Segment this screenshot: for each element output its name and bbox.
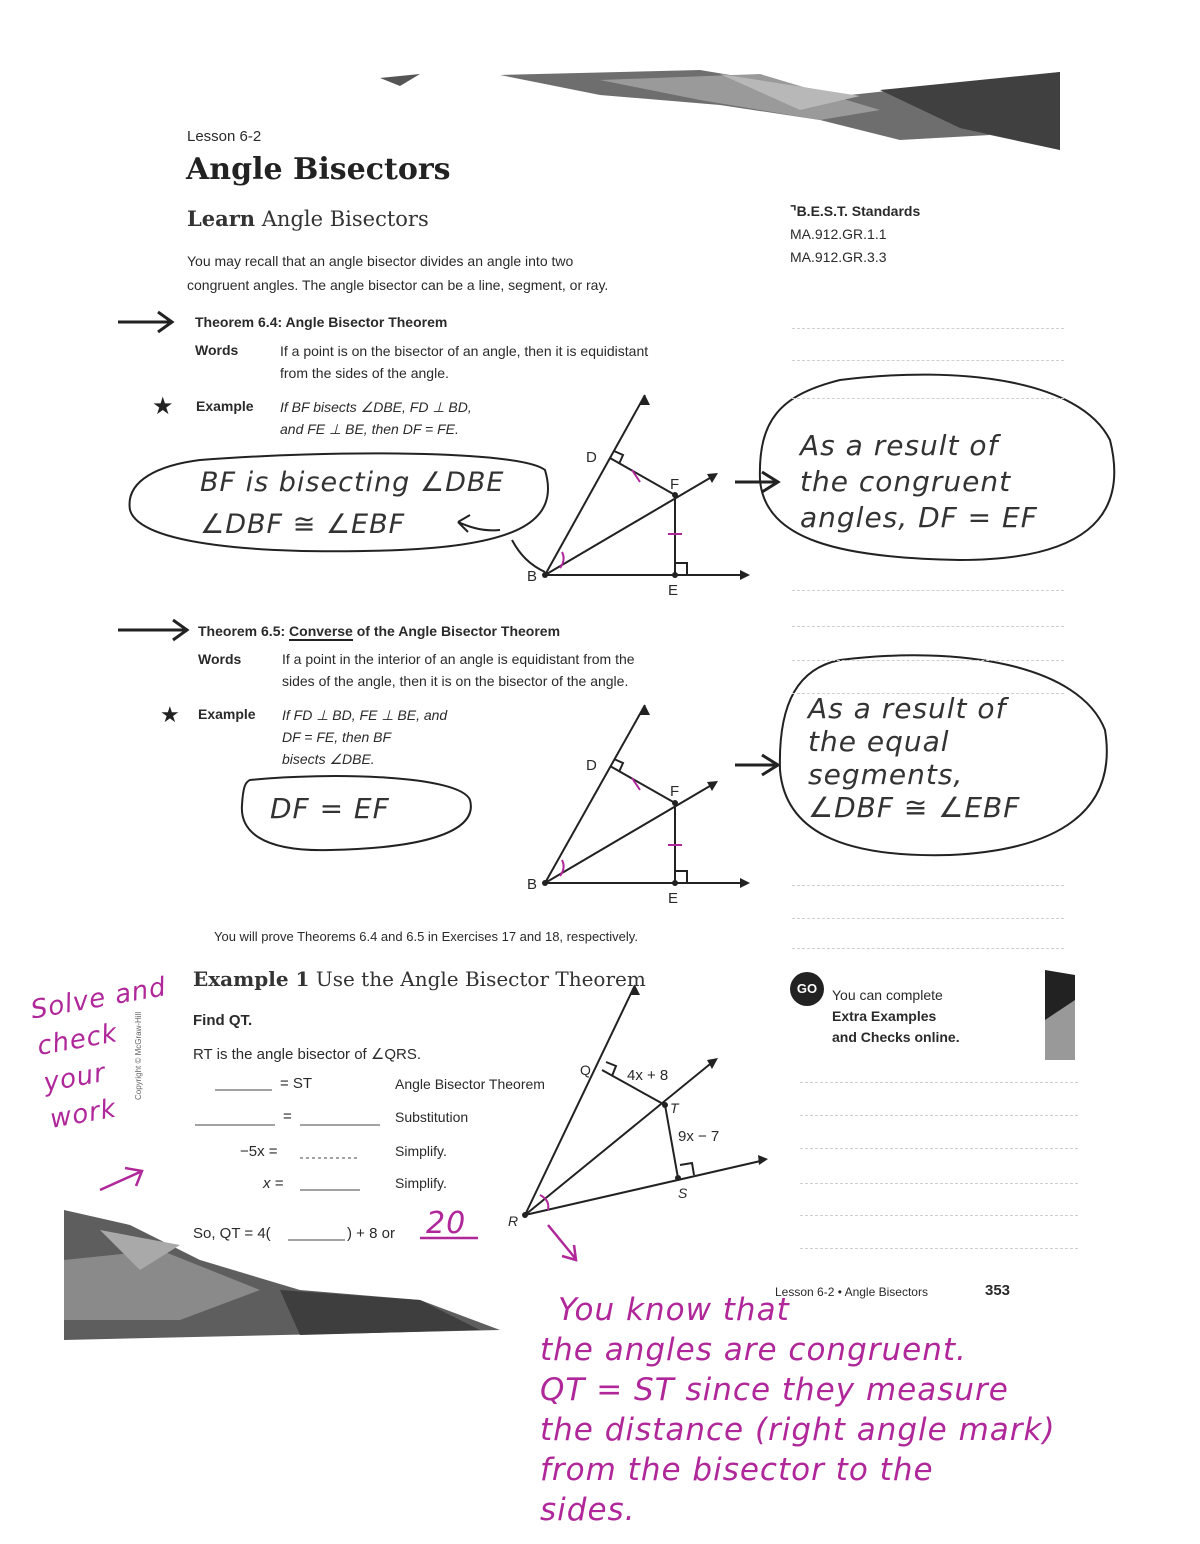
learn-label: Learn bbox=[187, 206, 256, 231]
bottom-note bbox=[540, 1290, 1056, 1530]
example1-points bbox=[522, 985, 768, 1218]
segment-label-qt: 4x + 8 bbox=[627, 1067, 669, 1084]
step-reason: Simplify. bbox=[395, 1175, 447, 1191]
lesson-label: Lesson 6-2 bbox=[187, 128, 262, 145]
flag-icon: ⌝ bbox=[790, 203, 797, 219]
margin-note-line: work bbox=[47, 1093, 119, 1135]
theorem64-heading: Theorem 6.4: Angle Bisector Theorem bbox=[195, 314, 448, 330]
theorem65-note-left: DF = EF bbox=[270, 792, 390, 825]
standards-heading bbox=[790, 200, 920, 223]
online-note-line: and Checks online. bbox=[832, 1029, 960, 1045]
step-reason: Angle Bisector Theorem bbox=[395, 1076, 545, 1092]
prove-note: You will prove Theorems 6.4 and 6.5 in Exercises 17 and 18, respectively. bbox=[214, 929, 638, 944]
point-label-F: F bbox=[670, 476, 680, 493]
theorem64-example bbox=[280, 396, 472, 440]
margin-note-line: check bbox=[34, 1018, 121, 1062]
handwritten-note: As a result of bbox=[808, 692, 1007, 725]
theorem64-diagram bbox=[545, 395, 748, 575]
theorem64-note-right bbox=[800, 428, 1038, 536]
footer-page-number: 353 bbox=[985, 1282, 1011, 1299]
theorem65-words bbox=[282, 648, 635, 692]
theorem64-note-left bbox=[200, 462, 504, 546]
side-triangle-art bbox=[1045, 970, 1075, 1060]
point-label-S: S bbox=[678, 1185, 688, 1201]
online-note-line: Extra Examples bbox=[832, 1008, 937, 1024]
theorem65-points bbox=[542, 705, 750, 888]
learn-topic: Angle Bisectors bbox=[261, 207, 429, 231]
standard-item: MA.912.GR.1.1 bbox=[790, 226, 887, 242]
go-badge-icon: GO bbox=[790, 972, 824, 1006]
online-note bbox=[832, 985, 960, 1048]
standard-item: MA.912.GR.3.3 bbox=[790, 249, 887, 265]
theorem65-heading-underlined: Converse bbox=[289, 623, 353, 639]
point-label-D: D bbox=[586, 449, 597, 466]
theorem65-heading bbox=[198, 623, 560, 639]
point-label-F: F bbox=[670, 783, 680, 800]
theorem65-words-label: Words bbox=[198, 651, 242, 667]
handwritten-note: angles, DF = EF bbox=[800, 501, 1038, 534]
star-icon: ★ bbox=[152, 393, 174, 420]
intro-text bbox=[187, 249, 608, 297]
example1-so-prefix: So, QT = 4( bbox=[193, 1225, 271, 1242]
theorem65-note-right bbox=[808, 692, 1020, 824]
example1-so-suffix: ) + 8 or bbox=[347, 1225, 395, 1242]
star-icon: ★ bbox=[160, 702, 180, 727]
standards-box bbox=[790, 200, 920, 269]
handwritten-note: ∠DBF ≅ ∠EBF bbox=[808, 791, 1021, 824]
handwritten-note: ∠DBF ≅ ∠EBF bbox=[200, 509, 406, 540]
footer-lesson: Lesson 6-2 • Angle Bisectors bbox=[775, 1285, 928, 1299]
example1-topic: Use the Angle Bisector Theorem bbox=[315, 967, 646, 991]
point-label-T: T bbox=[670, 1100, 679, 1116]
theorem-text: sides of the angle, then it is on the bisector of the angle. bbox=[282, 673, 629, 689]
point-label-Q: Q bbox=[580, 1062, 591, 1078]
handwritten-note: BF is bisecting ∠DBE bbox=[200, 467, 505, 498]
theorem64-example-label: Example bbox=[196, 398, 254, 414]
page-title: Angle Bisectors bbox=[186, 152, 451, 187]
theorem-text: If a point is on the bisector of an angle, then it is equidistant bbox=[280, 343, 649, 359]
theorem65-heading-suffix: of the Angle Bisector Theorem bbox=[356, 623, 561, 639]
theorem65-diagram bbox=[545, 705, 748, 883]
step-lhs: = ST bbox=[280, 1075, 313, 1092]
bottom-note-line: sides. bbox=[540, 1492, 636, 1528]
theorem65-example bbox=[282, 704, 447, 770]
example-text: bisects ∠DBE. bbox=[282, 751, 375, 767]
arrow-icon bbox=[118, 312, 187, 640]
example-text: and FE ⊥ BE, then DF = FE. bbox=[280, 421, 459, 437]
step-lhs: −5x = bbox=[240, 1143, 278, 1160]
example1-label: Example 1 bbox=[193, 967, 310, 991]
theorem65-example-label: Example bbox=[198, 706, 256, 722]
point-label-R: R bbox=[508, 1213, 519, 1229]
example1-answer: 20 bbox=[426, 1206, 467, 1241]
step-reason: Simplify. bbox=[395, 1143, 447, 1159]
margin-note-line: your bbox=[41, 1057, 109, 1099]
bottom-note-line: from the bisector to the bbox=[540, 1452, 934, 1488]
example1-find: Find QT. bbox=[193, 1012, 253, 1029]
bottom-note-line: the angles are congruent. bbox=[540, 1332, 967, 1368]
handwritten-note: segments, bbox=[808, 758, 964, 791]
bottom-note-line: the distance (right angle mark) bbox=[540, 1412, 1056, 1448]
theorem64-points bbox=[542, 395, 750, 580]
point-label-E: E bbox=[668, 890, 679, 907]
example-text: If FD ⊥ BD, FE ⊥ BE, and bbox=[282, 707, 448, 723]
step-reason: Substitution bbox=[395, 1109, 469, 1125]
standards-heading-text: B.E.S.T. Standards bbox=[796, 203, 921, 219]
point-label-B: B bbox=[527, 568, 538, 585]
example-text: If BF bisects ∠DBE, FD ⊥ BD, bbox=[280, 399, 472, 415]
top-polygon-art bbox=[380, 70, 1060, 150]
theorem64-words bbox=[280, 340, 648, 384]
theorem65-heading-prefix: Theorem 6.5: bbox=[198, 623, 286, 639]
handwritten-note: the equal bbox=[808, 725, 950, 758]
example1-diagram bbox=[525, 985, 765, 1215]
bottom-note-line: You know that bbox=[558, 1292, 790, 1328]
learn-heading bbox=[187, 206, 429, 231]
margin-note-line: Solve and bbox=[28, 972, 169, 1026]
margin-note bbox=[28, 969, 189, 1139]
bottom-note-line: QT = ST since they measure bbox=[540, 1372, 1009, 1408]
theorem64-words-label: Words bbox=[195, 342, 239, 358]
example1-given: RT is the angle bisector of ∠QRS. bbox=[193, 1046, 421, 1063]
example1-heading bbox=[193, 967, 646, 991]
intro-line: congruent angles. The angle bisector can be a line, segment, or ray. bbox=[187, 277, 609, 293]
segment-label-ts: 9x − 7 bbox=[678, 1128, 720, 1145]
point-label-B: B bbox=[527, 876, 538, 893]
online-note-line: You can complete bbox=[832, 987, 943, 1003]
point-label-D: D bbox=[586, 757, 597, 774]
handwritten-note: the congruent bbox=[800, 465, 1012, 498]
example-text: DF = FE, then BF bbox=[282, 729, 392, 745]
handwritten-note: As a result of bbox=[800, 429, 999, 462]
intro-line: You may recall that an angle bisector divides an angle into two bbox=[187, 253, 574, 269]
theorem-text: from the sides of the angle. bbox=[280, 365, 449, 381]
step-lhs: = bbox=[283, 1108, 292, 1125]
point-label-E: E bbox=[668, 582, 679, 599]
theorem-text: If a point in the interior of an angle is equidistant from the bbox=[282, 651, 635, 667]
copyright-text: Copyright © McGraw-Hill bbox=[134, 1011, 143, 1100]
step-lhs: x = bbox=[263, 1175, 284, 1192]
